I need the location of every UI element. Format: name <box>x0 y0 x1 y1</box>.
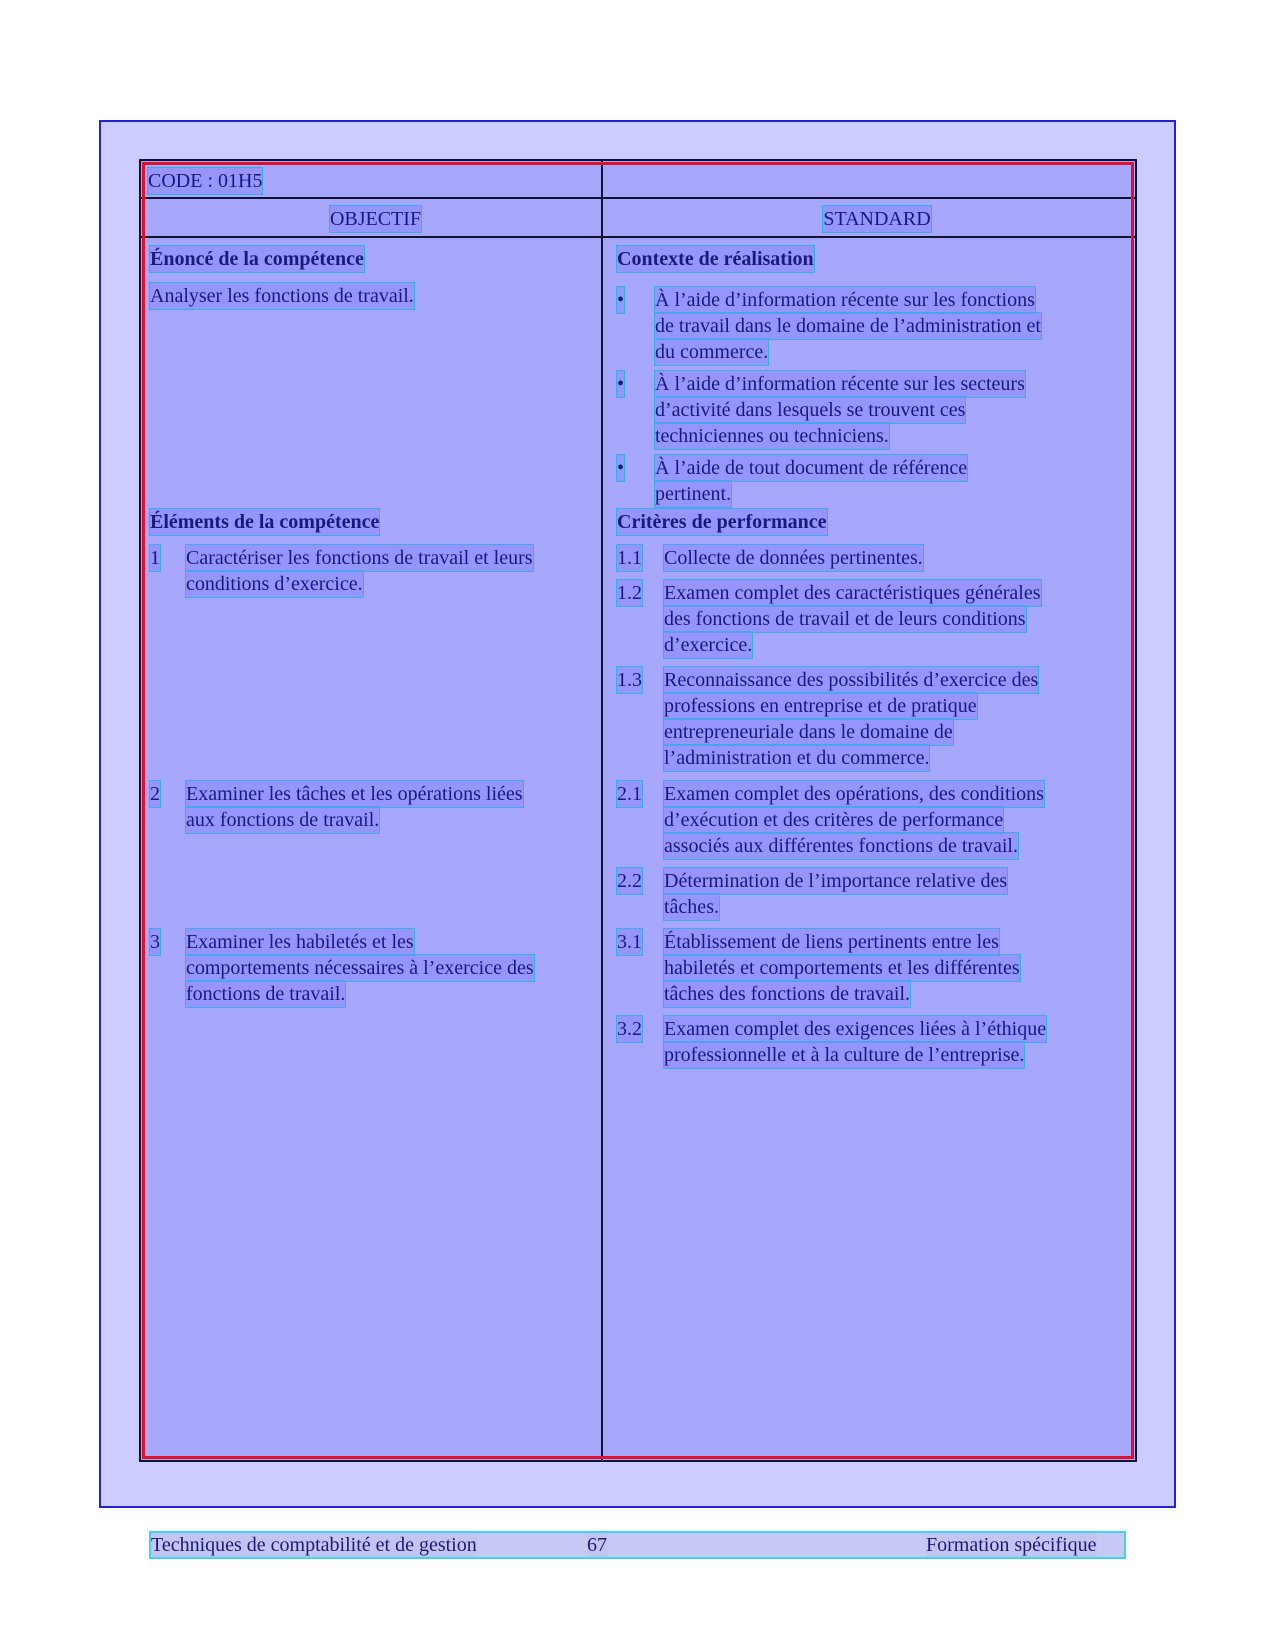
critere-line: tâches des fonctions de travail. <box>664 983 911 1005</box>
criteres-title: Critères de performance <box>617 511 827 533</box>
critere-line: habiletés et comportements et les différentes <box>664 957 1020 979</box>
critere-num: 3.2 <box>617 1018 642 1040</box>
row-divider-headers <box>139 236 1137 238</box>
standard-cell <box>603 206 1151 232</box>
contexte-title: Contexte de réalisation <box>617 248 814 270</box>
critere-num: 2.1 <box>617 783 642 805</box>
contexte-line: pertinent. <box>655 483 732 505</box>
element-line: conditions d’exercice. <box>186 573 363 595</box>
critere-line: professions en entreprise et de pratique <box>664 695 977 717</box>
element-line: Caractériser les fonctions de travail et leurs <box>186 547 533 569</box>
contexte-line: d’activité dans lesquels se trouvent ces <box>655 399 966 421</box>
element-line: aux fonctions de travail. <box>186 809 380 831</box>
element-line: Examiner les habiletés et les <box>186 931 414 953</box>
critere-line: Examen complet des opérations, des conditions <box>664 783 1044 805</box>
critere-num: 3.1 <box>617 931 642 953</box>
critere-line: d’exercice. <box>664 634 753 656</box>
element-num: 2 <box>150 783 160 805</box>
footer-title: Techniques de comptabilité et de gestion <box>151 1534 477 1556</box>
critere-num: 2.2 <box>617 870 642 892</box>
objectif-header: OBJECTIF <box>329 208 422 230</box>
bullet: • <box>617 457 625 479</box>
critere-num: 1.2 <box>617 582 642 604</box>
critere-line: Détermination de l’importance relative des <box>664 870 1008 892</box>
contexte-line: À l’aide d’information récente sur les fonctions <box>655 289 1035 311</box>
code-label: CODE : 01H5 <box>148 170 263 192</box>
column-divider <box>601 159 603 1462</box>
element-num: 3 <box>150 931 160 953</box>
footer-section: Formation spécifique <box>926 1534 1097 1556</box>
critere-num: 1.3 <box>617 669 642 691</box>
bullet: • <box>617 373 625 395</box>
critere-line: d’exécution et des critères de performance <box>664 809 1004 831</box>
standard-header: STANDARD <box>823 208 931 230</box>
contexte-line: du commerce. <box>655 341 769 363</box>
critere-line: tâches. <box>664 896 719 918</box>
element-num: 1 <box>150 547 160 569</box>
enonce-text: Analyser les fonctions de travail. <box>150 285 414 307</box>
critere-line: l’administration et du commerce. <box>664 747 930 769</box>
critere-line: des fonctions de travail et de leurs conditions <box>664 608 1026 630</box>
critere-line: Établissement de liens pertinents entre les <box>664 931 999 953</box>
element-line: Examiner les tâches et les opérations liées <box>186 783 523 805</box>
contexte-line: À l’aide de tout document de référence <box>655 457 968 479</box>
critere-line: associés aux différentes fonctions de travail. <box>664 835 1018 857</box>
critere-num: 1.1 <box>617 547 642 569</box>
objectif-cell <box>148 206 603 232</box>
contexte-line: de travail dans le domaine de l’administration et <box>655 315 1041 337</box>
enonce-title: Énoncé de la compétence <box>150 248 364 270</box>
contexte-line: techniciennes ou techniciens. <box>655 425 889 447</box>
footer-page-number: 67 <box>587 1534 607 1556</box>
element-line: comportements nécessaires à l’exercice des <box>186 957 534 979</box>
critere-line: Examen complet des exigences liées à l’éthique <box>664 1018 1047 1040</box>
row-divider-code <box>139 197 1137 199</box>
bullet: • <box>617 289 625 311</box>
element-line: fonctions de travail. <box>186 983 346 1005</box>
critere-line: Reconnaissance des possibilités d’exercice des <box>664 669 1039 691</box>
critere-line: professionnelle et à la culture de l’entreprise. <box>664 1044 1025 1066</box>
contexte-line: À l’aide d’information récente sur les secteurs <box>655 373 1025 395</box>
critere-line: Collecte de données pertinentes. <box>664 547 923 569</box>
elements-title: Éléments de la compétence <box>150 511 380 533</box>
critere-line: Examen complet des caractéristiques générales <box>664 582 1041 604</box>
critere-line: entrepreneuriale dans le domaine de <box>664 721 953 743</box>
